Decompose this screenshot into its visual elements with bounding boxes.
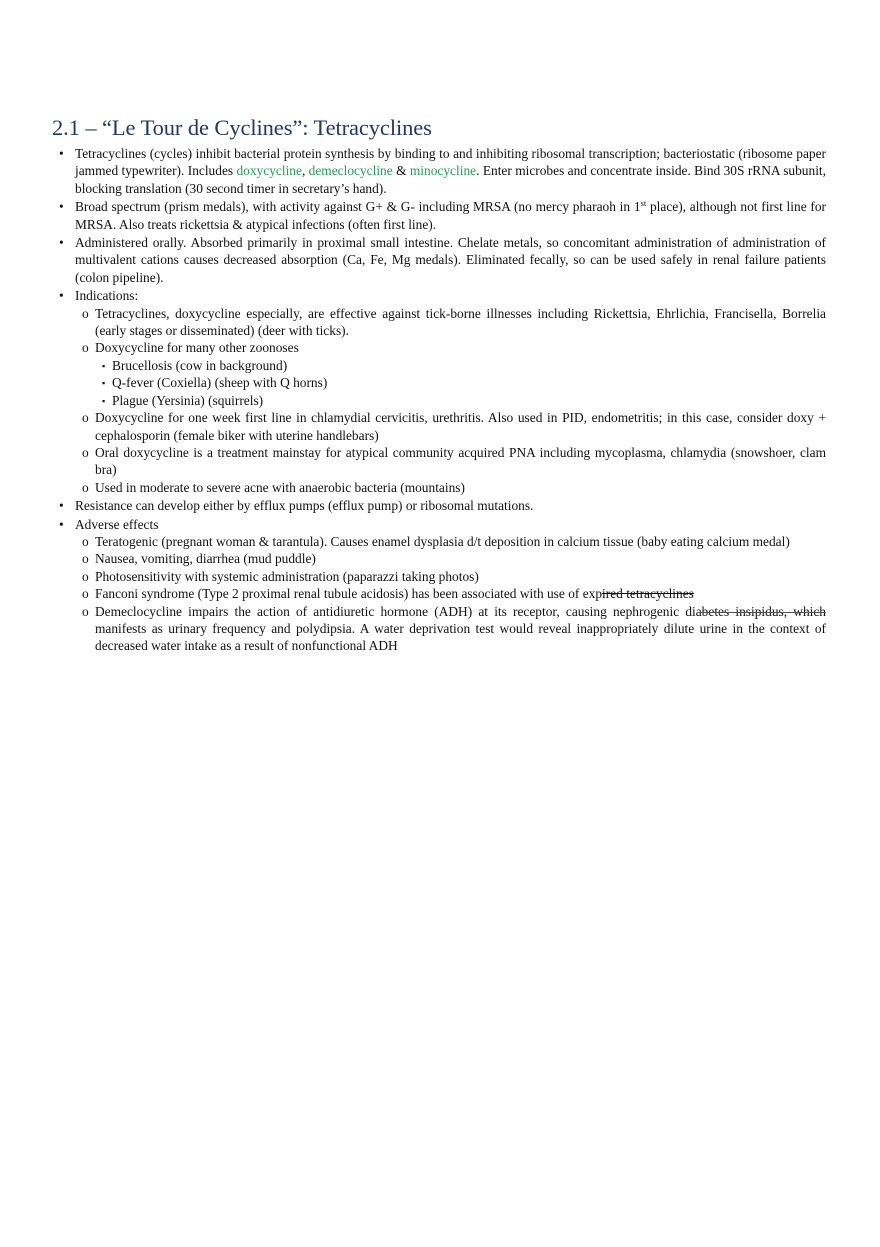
bullet-marker: •	[59, 498, 64, 514]
bullet-adverse-effects: • Adverse effects	[59, 516, 159, 532]
section-title: 2.1 – “Le Tour de Cyclines”: Tetracyclines	[52, 115, 432, 140]
indication-tick-borne: o Tetracyclines, doxycycline especially, are effective against tick-borne illnesses including Rickettsia, Ehrlichia, Francisella, Borrelia (early stages or disseminated) (deer with ticks).	[82, 305, 826, 339]
struck-text: ired tetracyclines	[602, 586, 694, 602]
subsub-marker: ▪	[102, 378, 106, 389]
sub-marker: o	[82, 479, 89, 495]
bullet-marker: •	[59, 146, 64, 161]
zoonosis-item: ▪ Q-fever (Coxiella) (sheep with Q horns)	[102, 374, 826, 391]
sub-marker: o	[82, 551, 89, 567]
adverse-photosensitivity: o Photosensitivity with systemic administration (paparazzi taking photos)	[82, 568, 479, 584]
sub-marker: o	[82, 533, 89, 549]
indication-pna: o Oral doxycycline is a treatment mainstay for atypical community acquired PNA including mycoplasma, chlamydia (snowshoer, clam bra)	[82, 444, 826, 478]
bullet-marker: •	[59, 235, 64, 251]
adverse-demeclocycline: o Demeclocycline impairs the action of antidiuretic hormone (ADH) at its receptor, causing nephrogenic diabetes insipidus, which manifests as urinary frequency and polydipsia. A water deprivation test would reveal inappropriately dilute urine in the context of decreased water intake as a result of nonfunctional ADH	[82, 603, 826, 654]
indication-acne: o Used in moderate to severe acne with anaerobic bacteria (mountains)	[82, 479, 465, 495]
bullet-resistance: • Resistance can develop either by efflux pumps (efflux pump) or ribosomal mutations.	[59, 498, 534, 514]
sub-marker: o	[82, 568, 89, 584]
subsub-marker: ▪	[102, 395, 106, 406]
adverse-fanconi: o Fanconi syndrome (Type 2 proximal renal tubule acidosis) has been associated with use of expired tetracyclines	[82, 586, 694, 602]
adverse-teratogenic: o Teratogenic (pregnant woman & tarantula). Causes enamel dysplasia d/t deposition in calcium tissue (baby eating calcium medal)	[82, 533, 790, 549]
bullet-marker: •	[59, 199, 64, 215]
horizontal-rule	[700, 612, 826, 613]
bullet-mechanism: • Tetracyclines (cycles) inhibit bacterial protein synthesis by binding to and inhibiting ribosomal transcription; bacteriostatic (ribosome paper jammed typewriter). Includes doxycycline, demeclocycline & minocycline. Enter microbes and concentrate inside. Bind 30S rRNA subunit, blocking translation (30 second timer in secretary’s hand).	[59, 146, 826, 196]
sub-marker: o	[82, 586, 89, 602]
drug-minocycline: minocycline	[409, 163, 477, 179]
zoonosis-item: ▪ Plague (Yersinia) (squirrels)	[102, 392, 826, 409]
zoonosis-item: ▪ Brucellosis (cow in background)	[102, 357, 826, 374]
drug-demeclocycline: demeclocycline	[308, 163, 393, 179]
subsub-marker: ▪	[102, 360, 106, 371]
drug-doxycycline: doxycycline	[236, 163, 302, 179]
notes-body	[58, 145, 826, 655]
sub-marker: o	[82, 340, 89, 356]
bullet-indications: • Indications:	[59, 288, 139, 304]
sub-marker: o	[82, 444, 89, 460]
indication-chlamydia: o Doxycycline for one week first line in chlamydial cervicitis, urethritis. Also used in PID, endometritis; in this case, consider doxy + cephalosporin (female biker with uterine handlebars)	[82, 410, 826, 443]
bullet-marker: •	[59, 288, 64, 304]
superscript-st: st	[640, 198, 647, 209]
bullet-marker: •	[59, 516, 64, 532]
sub-marker: o	[82, 603, 89, 619]
indication-zoonoses: o Doxycycline for many other zoonoses	[82, 340, 299, 356]
sub-marker: o	[82, 305, 89, 321]
sub-marker: o	[82, 410, 89, 426]
bullet-administration: • Administered orally. Absorbed primarily in proximal small intestine. Chelate metals, so concomitant administration of administration of multivalent cations causes decreased absorption (Ca, Fe, Mg medals). Eliminated fecally, so can be used safely in renal failure patients (colon pipeline).	[59, 235, 826, 285]
adverse-gi: o Nausea, vomiting, diarrhea (mud puddle)	[82, 551, 316, 567]
bullet-spectrum: • Broad spectrum (prism medals), with activity against G+ & G- including MRSA (no mercy pharaoh in 1st place), although not first line for MRSA. Also treats rickettsia & atypical infections (often first line).	[59, 198, 826, 232]
